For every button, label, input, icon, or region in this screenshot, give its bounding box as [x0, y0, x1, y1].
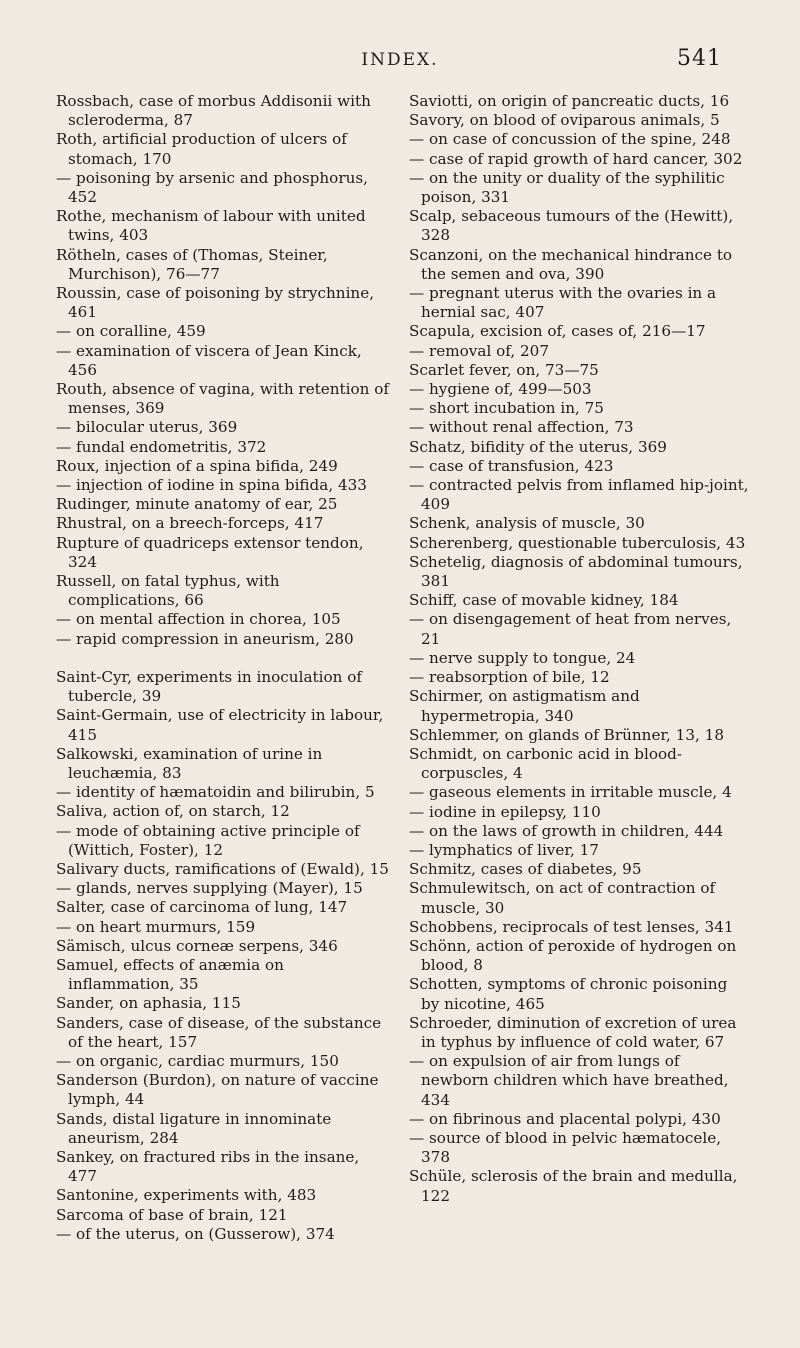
index-entry: — bilocular uterus, 369 [56, 418, 238, 437]
index-entry: — on expulsion of air from lungs of newborn children which have breathed, 434 [409, 1052, 729, 1109]
index-entry: — short incubation in, 75 [409, 399, 604, 418]
index-entry: — iodine in epilepsy, 110 [409, 802, 601, 821]
index-entry: Santonine, experiments with, 483 [56, 1186, 317, 1205]
index-entry: Schmitz, cases of diabetes, 95 [409, 860, 642, 879]
index-entry: Roux, injection of a spina bifida, 249 [56, 456, 338, 475]
index-entry: — rapid compression in aneurism, 280 [56, 629, 354, 648]
index-entry: Scarlet fever, on, 73—75 [409, 360, 599, 379]
index-entry: Roussin, case of poisoning by strychnine, 461 [56, 284, 375, 322]
index-entry: — on coralline, 459 [56, 322, 206, 341]
index-entry: Sankey, on fractured ribs in the insane, 477 [56, 1147, 360, 1186]
index-entry: — on organic, cardiac murmurs, 150 [56, 1051, 339, 1070]
index-entry: — case of transfusion, 423 [409, 456, 614, 475]
index-entry: Scalp, sebaceous tumours of the (Hewitt), 328 [409, 207, 734, 245]
index-entry: — removal of, 207 [409, 341, 549, 360]
index-entry: Schroeder, diminution of excretion of urea in typhus by influence of cold water, 67 [409, 1013, 737, 1051]
index-entry: Schlemmer, on glands of Brünner, 13, 18 [409, 725, 724, 744]
index-entry: Schmidt, on carbonic acid in blood-corpuscles, 4 [409, 744, 682, 783]
index-entry: Saviotti, on origin of pancreatic ducts, 16 [409, 92, 730, 110]
index-entry: — identity of hæmatoidin and bilirubin, 5 [56, 783, 375, 802]
index-entry: — on disengagement of heat from nerves, 21 [409, 610, 732, 648]
index-entry: — examination of viscera of Jean Kinck, 456 [56, 341, 362, 379]
index-entry: — injection of iodine in spina bifida, 433 [56, 476, 367, 495]
index-entry: Schmulewitsch, on act of contraction of muscle, 30 [409, 879, 716, 917]
index-entry: Salivary ducts, ramifications of (Ewald), 15 [56, 859, 389, 878]
index-entry: Schotten, symptoms of chronic poisoning by nicotine, 465 [409, 975, 728, 1013]
index-entry: — mode of obtaining active principle of (Wittich, Foster), 12 [56, 821, 360, 859]
index-entry: Scherenberg, questionable tuberculosis, 43 [409, 533, 746, 552]
index-entry: — on case of concussion of the spine, 248 [409, 130, 731, 149]
index-entry: Schatz, bifidity of the uterus, 369 [409, 437, 667, 456]
index-entry: Sanderson (Burdon), on nature of vaccine lymph, 44 [56, 1071, 379, 1109]
index-entry: Sander, on aphasia, 115 [56, 994, 241, 1013]
index-entry: Samuel, effects of anæmia on inflammation, 35 [56, 955, 284, 994]
index-entry: Schenk, analysis of muscle, 30 [409, 514, 645, 533]
left-index-column [56, 92, 391, 1244]
index-entry: Schetelig, diagnosis of abdominal tumours, 381 [409, 552, 743, 591]
running-head [0, 46, 800, 80]
index-entry: Saliva, action of, on starch, 12 [56, 802, 290, 821]
index-entry: Scanzoni, on the mechanical hindrance to the semen and ova, 390 [409, 245, 733, 283]
index-entry: Routh, absence of vagina, with retention of menses, 369 [56, 380, 390, 418]
index-entry: Sanders, case of disease, of the substance of the heart, 157 [56, 1013, 382, 1051]
index-entry: — on mental affection in chorea, 105 [56, 610, 341, 629]
index-entry: — contracted pelvis from inflamed hip-joint, 409 [409, 476, 749, 514]
index-entry: Salter, case of carcinoma of lung, 147 [56, 898, 348, 917]
index-entry: Rötheln, cases of (Thomas, Steiner, Murchison), 76—77 [56, 245, 328, 283]
index-entry: — poisoning by arsenic and phosphorus, 452 [56, 168, 368, 207]
index-entry: — pregnant uterus with the ovaries in a hernial sac, 407 [409, 284, 717, 322]
index-entry: — lymphatics of liver, 17 [409, 840, 599, 859]
index-entry: — on fibrinous and placental polypi, 430 [409, 1109, 721, 1128]
index-entry: — hygiene of, 499—503 [409, 380, 592, 399]
index-entry: Schüle, sclerosis of the brain and medulla, 122 [409, 1167, 738, 1205]
index-entry: Rudinger, minute anatomy of ear, 25 [56, 495, 338, 514]
page-number: 541 [677, 46, 722, 71]
index-entry: — fundal endometritis, 372 [56, 437, 267, 456]
index-entry: Savory, on blood of oviparous animals, 5 [409, 111, 720, 130]
index-entry: — on the unity or duality of the syphilitic poison, 331 [409, 168, 725, 207]
index-entry: — of the uterus, on (Gusserow), 374 [56, 1224, 335, 1243]
index-entry: Schirmer, on astigmatism and hypermetropia, 340 [409, 687, 640, 725]
index-entry: — on heart murmurs, 159 [56, 917, 256, 936]
index-entry: Sands, distal ligature in innominate aneurism, 284 [56, 1109, 332, 1147]
index-entry: — without renal affection, 73 [409, 418, 634, 437]
index-entry: Saint-Germain, use of electricity in labour, 415 [56, 706, 384, 744]
index-entry: — nerve supply to tongue, 24 [409, 648, 636, 667]
index-entry: Rhustral, on a breech-forceps, 417 [56, 514, 324, 533]
index-entry: — case of rapid growth of hard cancer, 302 [409, 149, 743, 168]
index-entry: Scapula, excision of, cases of, 216—17 [409, 322, 706, 341]
page-title: INDEX. [361, 50, 439, 70]
index-entry: — gaseous elements in irritable muscle, 4 [409, 783, 732, 802]
index-entry: Schönn, action of peroxide of hydrogen on blood, 8 [409, 936, 737, 975]
index-entry: Rossbach, case of morbus Addisonii with scleroderma, 87 [56, 92, 371, 130]
index-entry: — reabsorption of bile, 12 [409, 668, 610, 687]
index-entry: Rupture of quadriceps extensor tendon, 324 [56, 533, 364, 571]
index-entry: Russell, on fatal typhus, with complications, 66 [56, 572, 280, 610]
index-entry: Schiff, case of movable kidney, 184 [409, 591, 679, 610]
index-entry: — on the laws of growth in children, 444 [409, 821, 724, 840]
index-entry: Schobbens, reciprocals of test lenses, 341 [409, 917, 734, 936]
index-entry: Roth, artificial production of ulcers of stomach, 170 [56, 130, 347, 168]
index-entry: Sämisch, ulcus corneæ serpens, 346 [56, 936, 338, 955]
index-entry: Salkowski, examination of urine in leuchæmia, 83 [56, 744, 323, 782]
right-index-column [409, 92, 749, 1206]
index-entry: Saint-Cyr, experiments in inoculation of tubercle, 39 [56, 667, 362, 706]
index-entry: — source of blood in pelvic hæmatocele, 378 [409, 1128, 722, 1167]
index-entry: — glands, nerves supplying (Mayer), 15 [56, 879, 363, 898]
index-entry: Rothe, mechanism of labour with united twins, 403 [56, 207, 366, 245]
section-gap [56, 649, 391, 668]
index-entry: Sarcoma of base of brain, 121 [56, 1205, 288, 1224]
